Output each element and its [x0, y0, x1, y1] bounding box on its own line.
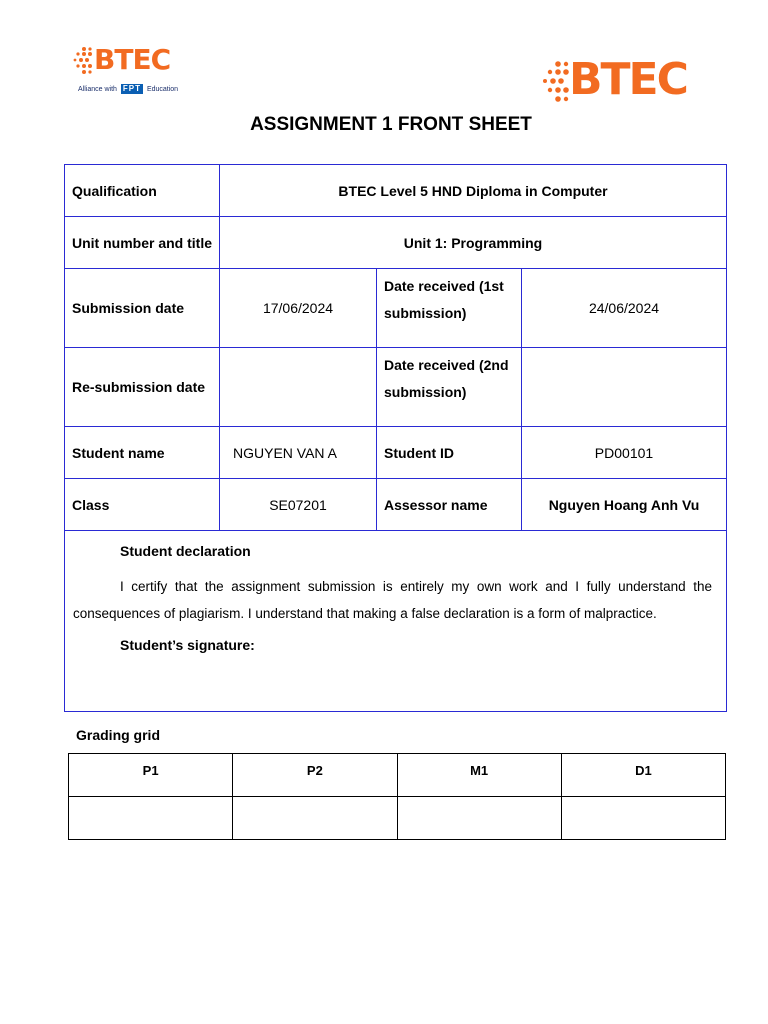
table-row	[69, 754, 726, 797]
btec-wordmark: BTEC	[94, 43, 171, 76]
declaration-cell	[65, 531, 727, 712]
fpt-brand: FPT	[122, 84, 141, 93]
declaration-heading: Student declaration	[120, 543, 251, 559]
qualification-value: BTEC Level 5 HND Diploma in Computer	[220, 165, 727, 217]
signature-label: Student’s signature:	[120, 637, 255, 653]
student-name-label: Student name	[65, 427, 220, 479]
table-row	[65, 348, 727, 427]
grade-header-p2: P2	[233, 754, 397, 797]
dot-cluster-icon	[72, 46, 94, 76]
date-received-2-label: Date received (2nd submission)	[377, 348, 522, 427]
btec-logo	[541, 54, 701, 108]
unit-label: Unit number and title	[65, 217, 220, 269]
qualification-label: Qualification	[65, 165, 220, 217]
resubmission-date-label: Re-submission date	[65, 348, 220, 427]
table-row	[65, 165, 727, 217]
class-label: Class	[65, 479, 220, 531]
grade-cell-p1	[69, 797, 233, 840]
front-sheet-table	[64, 164, 727, 712]
btec-wordmark: BTEC	[569, 54, 687, 105]
grading-grid-table	[68, 753, 726, 840]
table-row	[65, 269, 727, 348]
page-title: ASSIGNMENT 1 FRONT SHEET	[250, 114, 532, 135]
dot-cluster-icon	[541, 60, 571, 104]
grading-grid-title: Grading grid	[76, 727, 160, 743]
table-row	[65, 217, 727, 269]
date-received-2-value	[522, 348, 727, 427]
grade-cell-m1	[397, 797, 561, 840]
student-id-value: PD00101	[522, 427, 727, 479]
grade-header-m1: M1	[397, 754, 561, 797]
class-value: SE07201	[220, 479, 377, 531]
unit-value: Unit 1: Programming	[220, 217, 727, 269]
table-row	[65, 427, 727, 479]
resubmission-date-value	[220, 348, 377, 427]
student-name-value: NGUYEN VAN A	[220, 427, 377, 479]
grade-cell-d1	[561, 797, 725, 840]
alliance-tagline: Alliance with FPT Education	[78, 84, 179, 93]
assessor-value: Nguyen Hoang Anh Vu	[522, 479, 727, 531]
table-row	[65, 531, 727, 712]
table-row	[69, 797, 726, 840]
submission-date-value: 17/06/2024	[220, 269, 377, 348]
btec-fpt-logo	[72, 44, 192, 102]
table-row	[65, 479, 727, 531]
grade-header-d1: D1	[561, 754, 725, 797]
declaration-text: I certify that the assignment submission is entirely my own work and I fully understand the consequences of plagiarism. I understand that making a false declaration is a form of malpractice.	[73, 579, 712, 621]
assessor-label: Assessor name	[377, 479, 522, 531]
grade-header-p1: P1	[69, 754, 233, 797]
date-received-1-label: Date received (1st submission)	[377, 269, 522, 348]
student-id-label: Student ID	[377, 427, 522, 479]
grade-cell-p2	[233, 797, 397, 840]
submission-date-label: Submission date	[65, 269, 220, 348]
date-received-1-value: 24/06/2024	[522, 269, 727, 348]
